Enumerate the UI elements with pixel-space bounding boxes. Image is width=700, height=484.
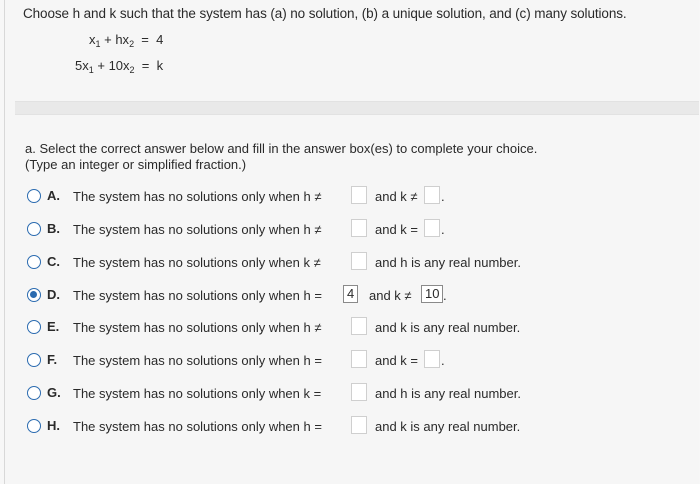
option-b[interactable]	[27, 219, 587, 241]
eq1-rhs: = 4	[134, 32, 164, 47]
equation-1	[89, 32, 163, 49]
option-g[interactable]	[27, 383, 587, 405]
option-text: The system has no solutions only when h ≠	[73, 189, 322, 204]
radio-button[interactable]	[27, 386, 41, 400]
option-period: .	[441, 353, 445, 368]
equation-2	[75, 58, 163, 75]
answer-box-1[interactable]	[351, 350, 367, 368]
option-text-2: and k ≠	[375, 189, 418, 204]
option-letter: A.	[47, 188, 60, 203]
option-letter: B.	[47, 221, 60, 236]
eq2-term1: 5x	[75, 58, 89, 73]
option-h[interactable]	[27, 416, 587, 438]
option-d[interactable]	[27, 285, 587, 307]
question-panel	[4, 0, 699, 484]
eq2-sub1: 1	[88, 65, 94, 75]
section-divider	[15, 101, 699, 115]
option-f[interactable]	[27, 350, 587, 372]
answer-box-1[interactable]	[351, 416, 367, 434]
option-period: .	[443, 288, 447, 303]
option-letter: E.	[47, 319, 60, 334]
eq1-term2: + hx	[100, 32, 130, 47]
option-text-2: and k is any real number.	[375, 320, 521, 335]
eq2-rhs: = k	[134, 58, 164, 73]
option-text: The system has no solutions only when h =	[73, 419, 322, 434]
answer-box-2[interactable]	[424, 350, 440, 368]
radio-button[interactable]	[27, 189, 41, 203]
eq1-sub1: 1	[95, 39, 101, 49]
option-text-2: and k ≠	[369, 288, 412, 303]
answer-box-1[interactable]: 4	[343, 285, 358, 303]
eq1-sub2: 2	[129, 39, 135, 49]
option-text-2: and k =	[375, 222, 419, 237]
radio-button[interactable]	[27, 255, 41, 269]
answer-box-1[interactable]	[351, 317, 367, 335]
answer-box-2[interactable]: 10	[421, 285, 443, 303]
option-letter: C.	[47, 254, 60, 269]
option-letter: F.	[47, 352, 58, 367]
option-e[interactable]	[27, 317, 587, 339]
instruction-line-2: (Type an integer or simplified fraction.)	[25, 157, 247, 172]
instruction-line-1: a. Select the correct answer below and fill in the answer box(es) to complete your choice.	[25, 141, 538, 156]
option-letter: G.	[47, 385, 61, 400]
radio-button[interactable]	[27, 320, 41, 334]
answer-box-1[interactable]	[351, 219, 367, 237]
radio-button[interactable]	[27, 222, 41, 236]
answer-box-2[interactable]	[424, 219, 440, 237]
option-text: The system has no solutions only when k =	[73, 386, 322, 401]
option-letter: H.	[47, 418, 60, 433]
option-text: The system has no solutions only when h =	[73, 353, 322, 368]
option-text-2: and h is any real number.	[375, 386, 521, 401]
eq2-term2: + 10x	[93, 58, 130, 73]
option-text: The system has no solutions only when h ≠	[73, 222, 322, 237]
eq1-term1: x	[89, 32, 96, 47]
option-c[interactable]	[27, 252, 587, 274]
option-period: .	[441, 222, 445, 237]
radio-button[interactable]	[27, 419, 41, 433]
option-letter: D.	[47, 287, 60, 302]
option-text: The system has no solutions only when k ≠	[73, 255, 321, 270]
option-text: The system has no solutions only when h =	[73, 288, 322, 303]
option-period: .	[441, 189, 445, 204]
answer-box-1[interactable]	[351, 252, 367, 270]
eq2-sub2: 2	[129, 65, 135, 75]
answer-box-1[interactable]	[351, 383, 367, 401]
question-text: Choose h and k such that the system has (a) no solution, (b) a unique solution, and (c) many solutions.	[23, 6, 627, 21]
radio-button[interactable]	[27, 353, 41, 367]
answer-box-2[interactable]	[424, 186, 440, 204]
option-a[interactable]	[27, 186, 587, 208]
option-text-2: and k is any real number.	[375, 419, 521, 434]
option-text-2: and h is any real number.	[375, 255, 521, 270]
option-text: The system has no solutions only when h ≠	[73, 320, 322, 335]
radio-button[interactable]	[27, 288, 41, 302]
answer-box-1[interactable]	[351, 186, 367, 204]
option-text-2: and k =	[375, 353, 419, 368]
